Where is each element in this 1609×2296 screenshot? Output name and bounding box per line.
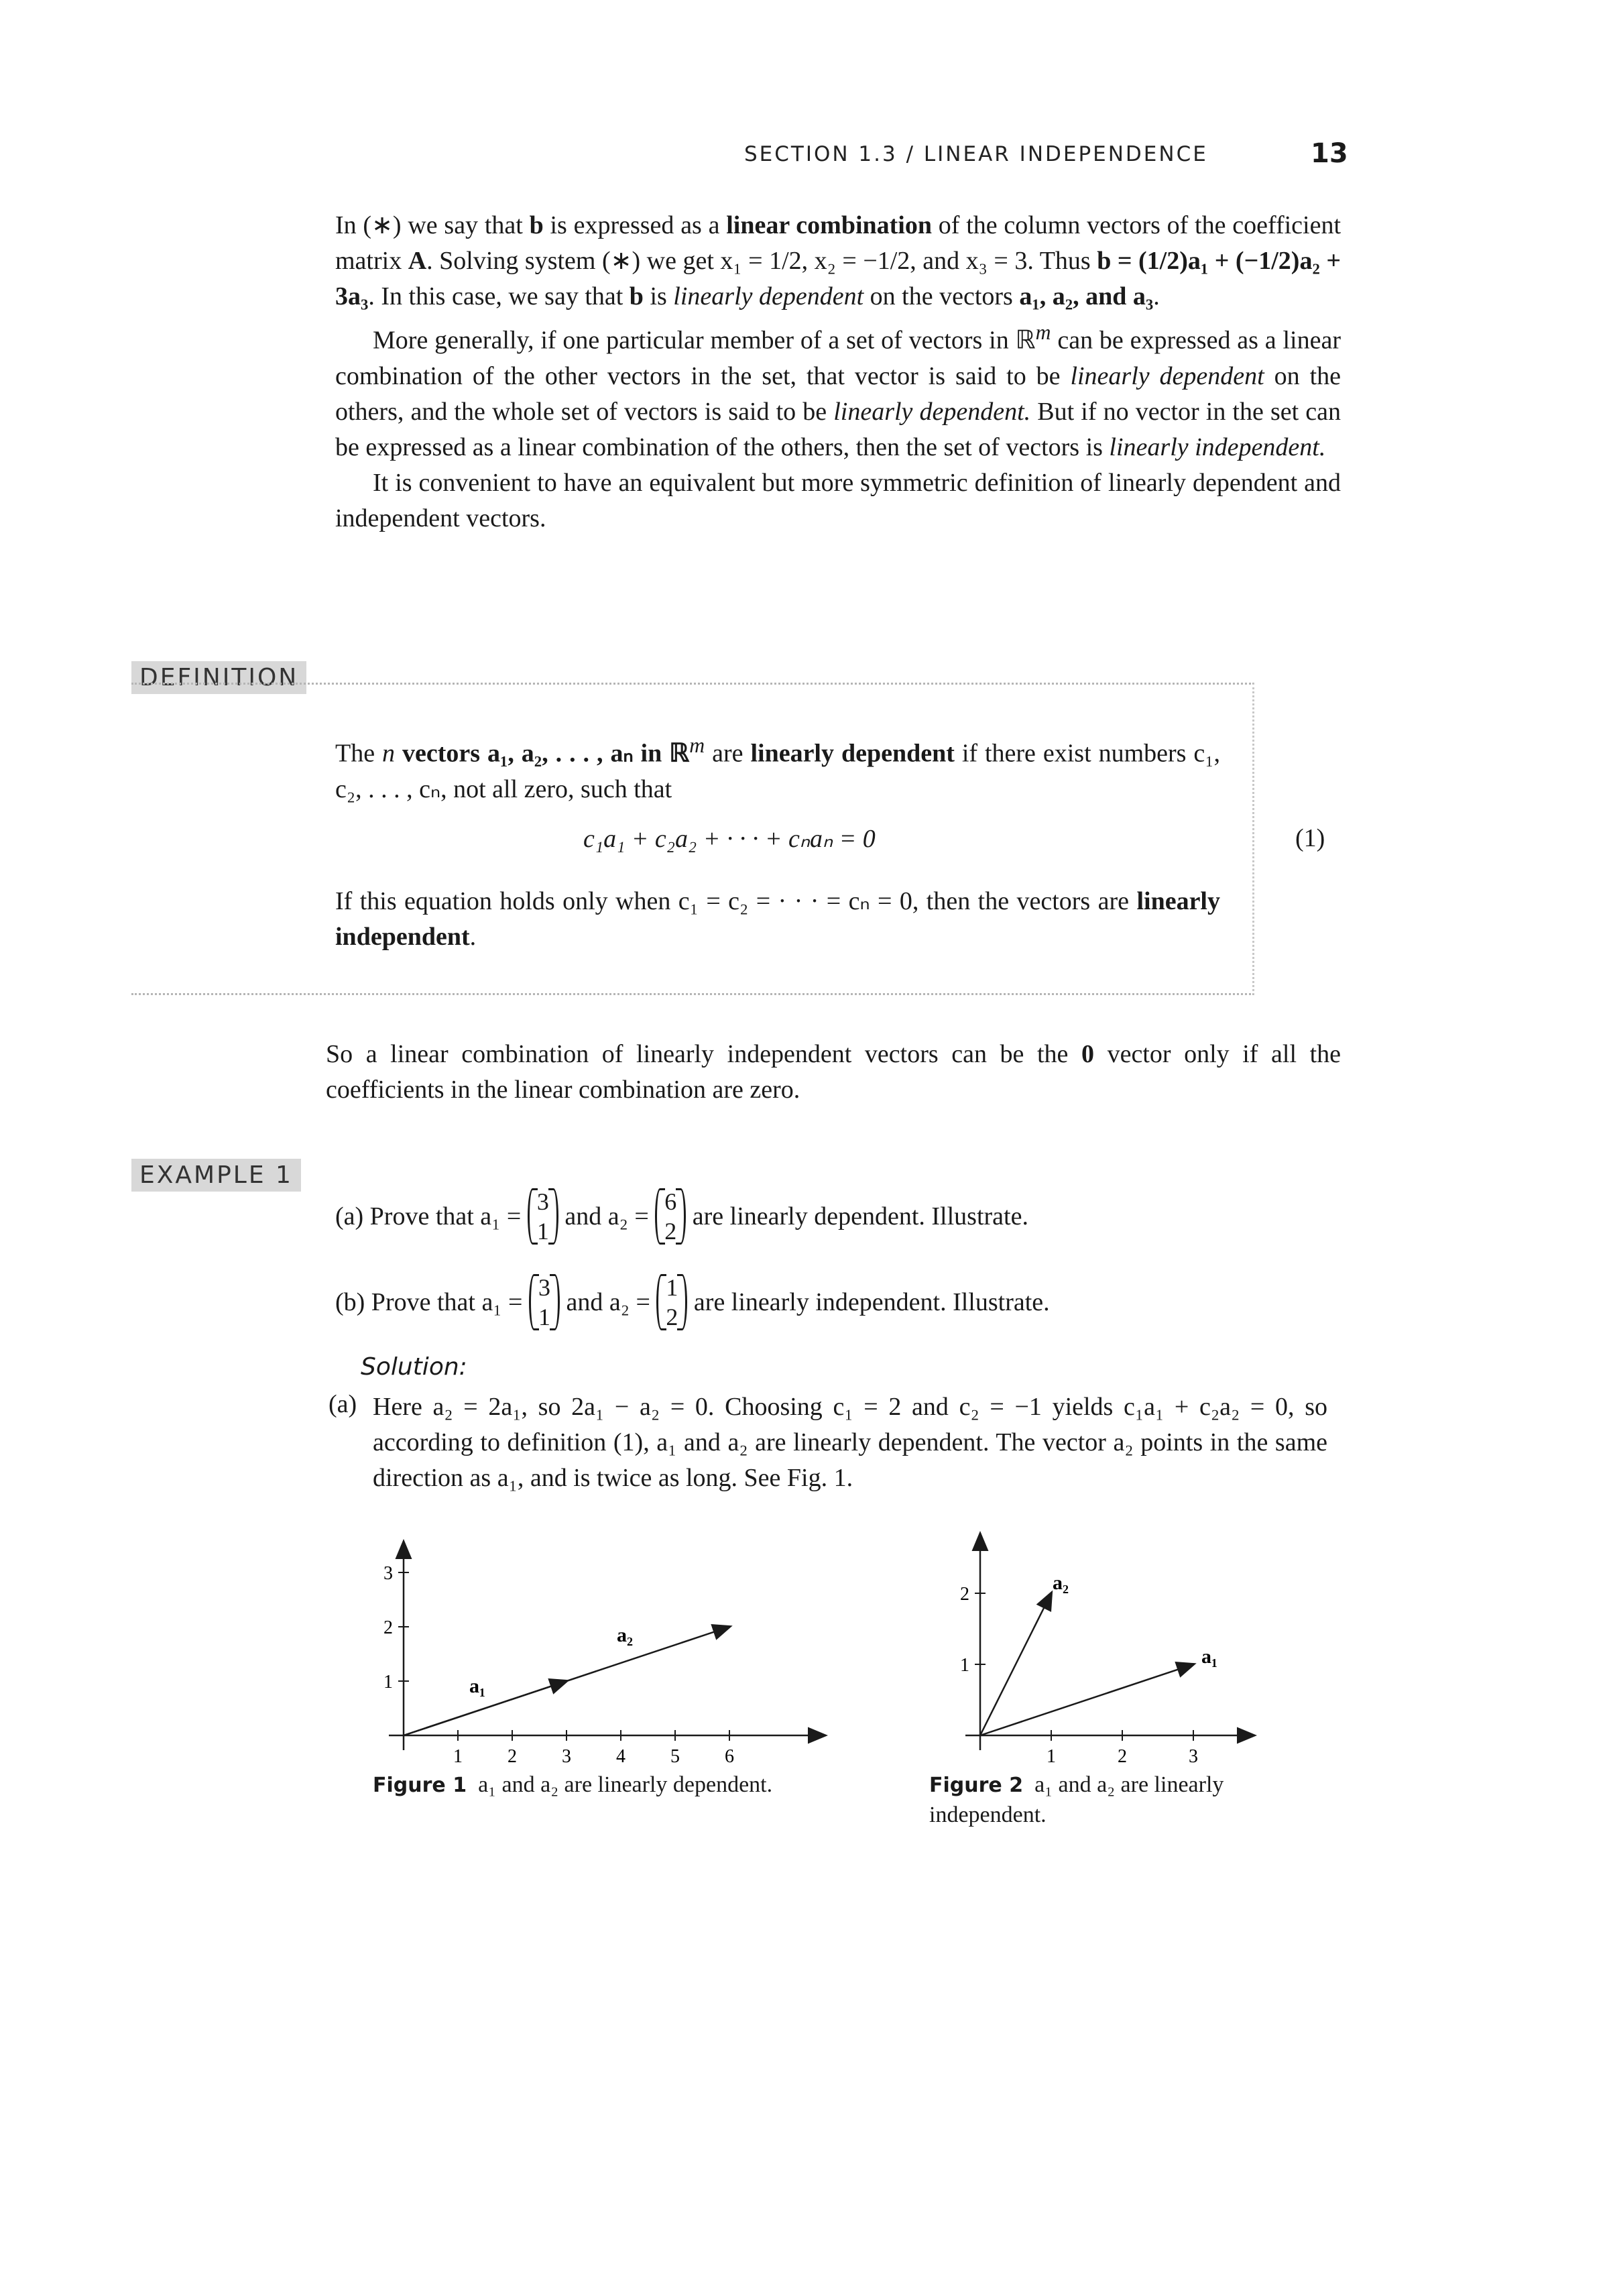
fig1-x-tick-label: 1 xyxy=(453,1746,463,1764)
fig1-x-tick-label: 4 xyxy=(616,1746,625,1764)
definition-text-2: If this equation holds only when c₁ = c₂ = · · · = cₙ = 0, then the vectors are linearly independent. xyxy=(335,887,1220,951)
example-part-a: (a) Prove that a₁ = 3 1 and a₂ = 6 2 are linearly dependent. Illustrate. xyxy=(335,1188,1028,1245)
vector-a1-b: 3 1 xyxy=(529,1273,560,1332)
fig1-label-a1: a₁ xyxy=(469,1675,485,1697)
fig1-x-tick-label: 6 xyxy=(725,1746,734,1764)
figure-1-plot xyxy=(349,1522,845,1764)
equation-number: (1) xyxy=(1295,824,1325,852)
fig2-x-tick-label: 1 xyxy=(1047,1746,1056,1764)
fig1-y-tick-label: 1 xyxy=(383,1672,393,1692)
page-number: 13 xyxy=(1311,138,1348,169)
fig2-x-tick-label: 3 xyxy=(1189,1746,1198,1764)
solution-label: Solution: xyxy=(361,1353,467,1381)
paragraph-3: It is convenient to have an equivalent but more symmetric definition of linearly dependent and independent vectors. xyxy=(335,468,1341,532)
fig1-x-tick-label: 2 xyxy=(508,1746,517,1764)
fig2-label-a2: a₂ xyxy=(1053,1572,1069,1594)
paragraph-1: In (∗) we say that b is expressed as a linear combination of the column vectors of the coefficient matrix A. Solving system (∗) we get x₁ = 1/2, x₂ = −1/2, and x₃ = 3. Thus b = (1/2)a₁ + (−1/2)a₂ + 3a₃. In this case, we say that b is linearly dependent on the vectors a₁, a₂, and a₃. xyxy=(335,211,1341,310)
after-definition-text: So a linear combination of linearly independent vectors can be the 0 vector only if all the coefficients in the linear combination are zero. xyxy=(326,1040,1341,1104)
solution-a-label: (a) xyxy=(329,1390,357,1418)
definition-equation: c₁a₁ + c₂a₂ + · · · + cₙaₙ = 0 xyxy=(583,825,876,853)
definition-text: The n vectors a₁, a₂, . . . , aₙ in ℝ$^m$ are linearly dependent if there exist numbers c₁, c₂, . . . , cₙ, not all zero, such that xyxy=(335,734,1221,803)
fig1-x-tick-label: 5 xyxy=(670,1746,680,1764)
solution-a-text: Here a₂ = 2a₁, so 2a₁ − a₂ = 0. Choosing c₁ = 2 and c₂ = −1 yields c₁a₁ + c₂a₂ = 0, so according to definition (1), a₁ and a₂ are linearly dependent. The vector a₂ points in the same direction as a₁, and is twice as long. See Fig. 1. xyxy=(373,1393,1327,1492)
figure-2-plot xyxy=(925,1522,1274,1764)
definition-label: DEFINITION xyxy=(131,661,306,694)
example-part-b: (b) Prove that a₁ = 3 1 and a₂ = 1 2 are linearly independent. Illustrate. xyxy=(335,1274,1050,1330)
example-label: EXAMPLE 1 xyxy=(131,1159,301,1192)
fig1-y-tick-label: 2 xyxy=(383,1617,393,1638)
fig2-y-tick-label: 1 xyxy=(960,1655,969,1676)
vector-a1-a: 3 1 xyxy=(528,1187,558,1246)
vector-a2-b: 1 2 xyxy=(656,1273,687,1332)
fig2-vector-a1 xyxy=(980,1664,1193,1735)
fig2-label-a1: a₁ xyxy=(1201,1646,1217,1668)
running-head: SECTION 1.3 / LINEAR INDEPENDENCE xyxy=(744,142,1208,166)
fig2-vector-a2 xyxy=(980,1593,1051,1735)
figure-1-caption: Figure 1 a₁ and a₂ are linearly dependent. xyxy=(373,1772,773,1797)
paragraph-2: More generally, if one particular member of a set of vectors in ℝ$^m$ can be expressed as a linear combination of the other vectors in the set, that vector is said to be linearly dependent on the others, and the whole set of vectors is said to be linearly dependent. But if no vector in the set can be expressed as a linear combination of the others, then the set of vectors is linearly independent. xyxy=(335,321,1341,461)
fig2-y-tick-label: 2 xyxy=(960,1584,969,1605)
fig1-y-tick-label: 3 xyxy=(383,1563,393,1584)
fig1-x-tick-label: 3 xyxy=(562,1746,571,1764)
fig1-label-a2: a₂ xyxy=(617,1624,633,1646)
fig2-x-tick-label: 2 xyxy=(1118,1746,1127,1764)
figure-2-caption: Figure 2 a₁ and a₂ are linearly independent. xyxy=(929,1772,1224,1827)
vector-a2-a: 6 2 xyxy=(655,1187,686,1246)
intro-text xyxy=(335,208,1341,536)
